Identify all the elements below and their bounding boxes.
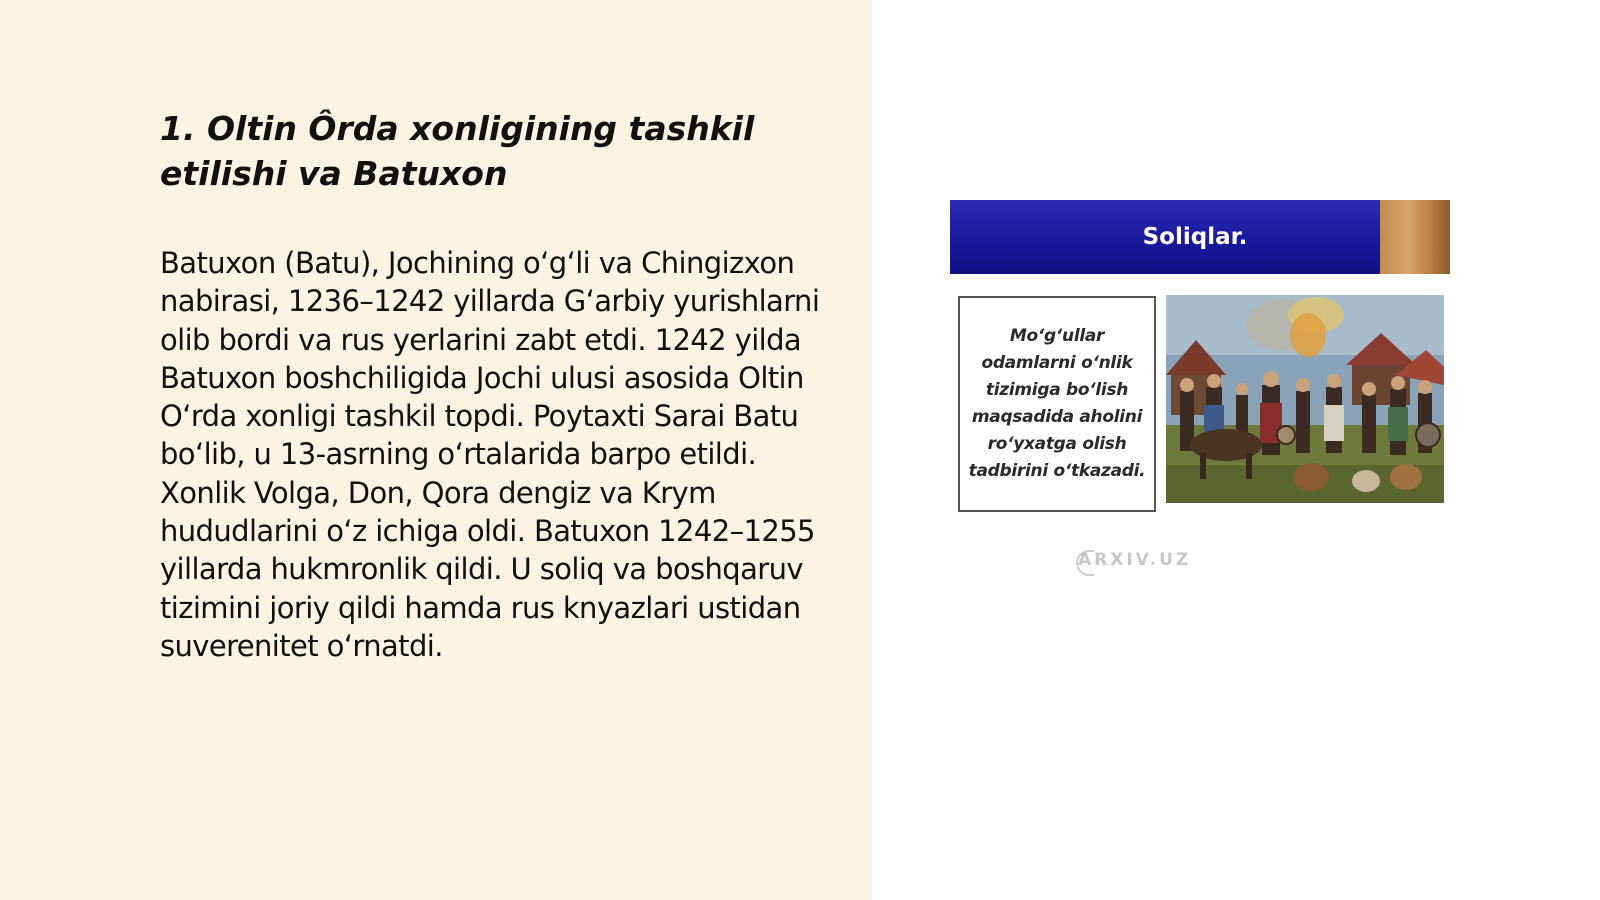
- caption-text: Mo‘g‘ullar odamlarni o‘nlik tizimiga bo‘lish maqsadida aholini ro‘yxatga olish tadbirini o‘tkazadi.: [968, 326, 1146, 481]
- banner: [950, 200, 1380, 274]
- banner-decoration: [1380, 200, 1450, 274]
- watermark: ARXIV.UZ: [1078, 550, 1192, 570]
- illustration-card: [950, 200, 1450, 590]
- slide-body-text: Batuxon (Batu), Jochining o‘g‘li va Chingizxon nabirasi, 1236–1242 yillarda G‘arbiy yurishlarni olib bordi va rus yerlarini zabt etdi. 1242 yilda Batuxon boshchiligida Jochi ulusi asosida Oltin O‘rda xonligi tashkil topdi. Poytaxti Sarai Batu bo‘lib, u 13-asrning o‘rtalarida barpo etildi. Xonlik Volga, Don, Qora dengiz va Krym hududlarini o‘z ichiga oldi. Batuxon 1242–1255 yillarda hukmronlik qildi. U soliq va boshqaruv tizimini joriy qildi hamda rus knyazlari ustidan suverenitet o‘rnatdi.: [160, 246, 820, 663]
- banner-title: Soliqlar.: [1142, 224, 1248, 250]
- mongol-census-painting: [1166, 295, 1444, 503]
- slide-title: 1. Oltin Ôrda xonligining tashkil etilishi va Batuxon: [160, 109, 755, 193]
- caption-box: [958, 296, 1156, 512]
